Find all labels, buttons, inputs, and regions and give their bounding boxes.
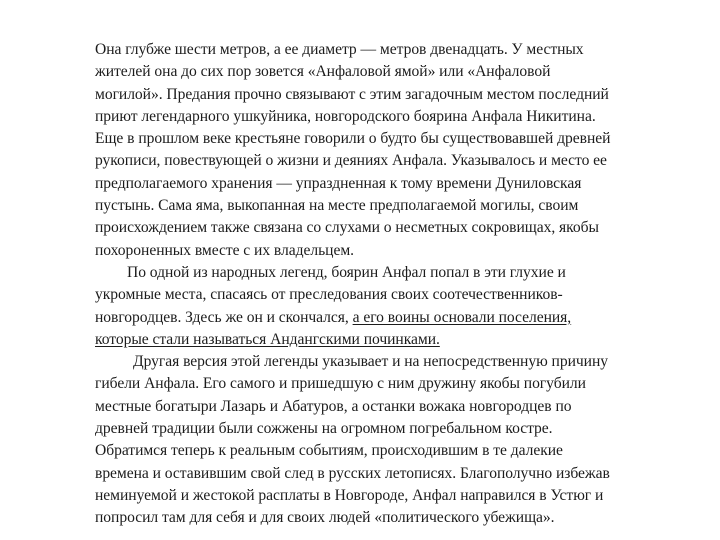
text-line: Она глубже шести метров, а ее диаметр — метров двенадцать. У местных	[95, 41, 584, 58]
text-line: неминуемой и жестокой расплаты в Новгороде, Анфал направился в Устюг и	[95, 486, 604, 504]
text-line: времена и оставившим свой след в русских летописях. Благополучно избежав	[95, 464, 610, 482]
text-line: древней традиции были сожжены на огромном погребальном костре.	[95, 420, 553, 438]
paragraph-start-line: По одной из народных легенд, боярин Анфал попал в эти глухие и	[127, 263, 566, 281]
text-line: укромные места, спасаясь от преследования своих соотечественников-	[95, 286, 563, 304]
text-line: рукописи, повествующей о жизни и деяниях Анфала. Указывалось и место ее	[95, 152, 607, 170]
text-line: могилой». Предания прочно связывают с этим загадочным местом последний	[95, 85, 609, 103]
text-line: попросил там для себя и для своих людей «политического убежища».	[95, 509, 555, 527]
text-line: местные богатыри Лазарь и Абатуров, а останки вожака новгородцев по	[95, 397, 572, 415]
text-line: пустынь. Сама яма, выкопанная на месте предполагаемой могилы, своим	[95, 197, 579, 215]
document-text	[95, 39, 695, 530]
paragraph-start-line: Другая версия этой легенды указывает и на непосредственную причину	[133, 353, 609, 371]
text-line: происхождением также связана со слухами о несметных сокровищах, якобы	[95, 219, 599, 237]
text-line: предполагаемого хранения — упраздненная к тому времени Дуниловская	[95, 174, 582, 192]
text-line: Обратимся теперь к реальным событиям, происходившим в те далекие	[95, 442, 563, 460]
text-line: жителей она до сих пор зовется «Анфаловой ямой» или «Анфаловой	[95, 63, 551, 81]
text-fragment: новгородцев. Здесь же он и скончался,	[95, 308, 353, 326]
text-line: гибели Анфала. Его самого и пришедшую с ним дружину якобы погубили	[95, 375, 586, 393]
text-line: Еще в прошлом веке крестьяне говорили о будто бы существовавшей древней	[95, 130, 611, 148]
text-line: похороненных вместе с их владельцем.	[95, 241, 355, 259]
text-line-with-underline	[95, 307, 695, 329]
underlined-text: а его воины основали поселения,	[352, 308, 572, 326]
underlined-text-line: которые стали называться Андангскими починками.	[95, 330, 440, 348]
text-line: приют легендарного ушкуйника, новгородского боярина Анфала Никитина.	[95, 107, 596, 125]
